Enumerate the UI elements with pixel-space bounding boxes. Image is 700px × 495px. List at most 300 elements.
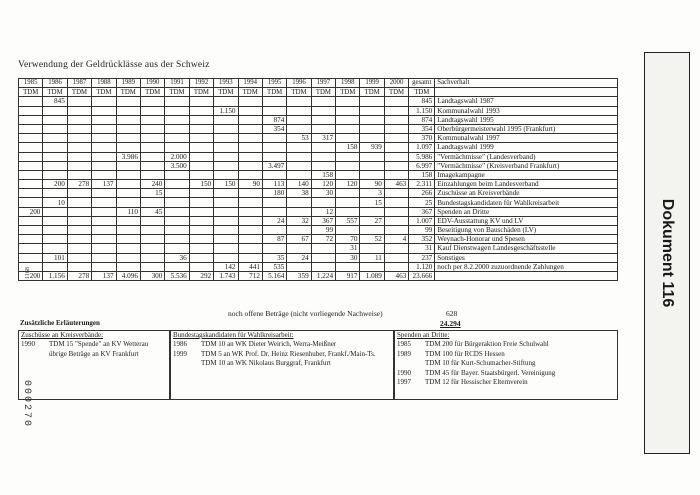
table-cell [140,198,164,207]
table-cell: 917 [336,271,360,280]
note-line [19,350,169,359]
table-cell [336,152,360,161]
table-cell [336,226,360,235]
table-cell [140,253,164,262]
table-cell [287,226,311,235]
table-cell: 1.743 [214,271,238,280]
table-cell: 6.997 [409,161,435,170]
box-kreisverbaende [18,330,170,400]
table-cell [189,143,213,152]
table-cell [189,106,213,115]
table-cell: 99 [311,226,335,235]
table-cell [67,244,91,253]
note-line [171,340,393,349]
table-row [19,134,618,143]
table-cell [165,143,189,152]
note-year: 1999 [173,349,187,358]
unit-header-0: TDM [19,88,43,97]
table-cell [92,161,116,170]
table-cell [140,235,164,244]
table-cell [165,124,189,133]
table-cell: 53 [287,134,311,143]
table-cell: 158 [311,170,335,179]
table-cell [262,134,286,143]
table-cell [336,134,360,143]
table-cell [384,207,408,216]
table-cell [311,97,335,106]
table-cell: 120 [311,180,335,189]
note-line [395,350,617,359]
table-cell [336,161,360,170]
table-cell [19,106,43,115]
table-cell [165,198,189,207]
table-cell [116,115,140,124]
note-text: TDM 5 an WK Prof. Dr. Heinz Riesenhuber, Frankf./Main-Ts. [201,349,376,358]
table-cell [92,115,116,124]
table-cell [262,143,286,152]
table-cell [311,244,335,253]
row-label: Kauf Dienstwagen Landesgeschäftsstelle [435,244,618,253]
table-cell [116,189,140,198]
year-header-7: 1992 [189,79,213,88]
table-cell [238,207,262,216]
table-cell: 38 [287,189,311,198]
table-cell: 367 [311,216,335,225]
table-row [19,198,618,207]
table-cell [116,161,140,170]
table-cell [140,262,164,271]
table-cell [287,207,311,216]
note-line [395,378,617,387]
table-cell [140,143,164,152]
table-cell [262,152,286,161]
table-cell: 87 [262,235,286,244]
table-cell [262,170,286,179]
table-cell [165,235,189,244]
table-cell [189,134,213,143]
box-spenden-dritte-heading: Spenden an Dritte: [397,331,450,339]
table-cell [165,97,189,106]
table-cell: 25 [409,198,435,207]
row-label: Weynach-Honorar und Spesen [435,235,618,244]
year-header-14: 1999 [360,79,384,88]
table-cell [214,134,238,143]
year-header-4: 1989 [116,79,140,88]
unit-header-4: TDM [116,88,140,97]
table-row [19,115,618,124]
table-cell [311,152,335,161]
table-cell [165,226,189,235]
table-row [19,226,618,235]
table-cell [238,143,262,152]
table-cell [238,97,262,106]
table-cell: 5.164 [262,271,286,280]
table-cell: 158 [409,170,435,179]
year-header-13: 1998 [336,79,360,88]
table-cell [360,152,384,161]
table-row [19,97,618,106]
row-label [435,271,618,280]
year-header-11: 1996 [287,79,311,88]
table-cell [336,262,360,271]
table-cell [189,207,213,216]
table-row [19,170,618,179]
table-cell [360,106,384,115]
row-label: Imagekampagne [435,170,618,179]
table-cell [19,124,43,133]
year-header-6: 1991 [165,79,189,88]
table-cell: 113 [262,180,286,189]
note-line [171,359,393,368]
table-cell [140,216,164,225]
table-cell: 2.000 [165,152,189,161]
unit-header-16: TDM [409,88,435,97]
table-cell [238,170,262,179]
table-cell [92,106,116,115]
table-cell: 845 [409,97,435,106]
table-cell [262,97,286,106]
table-cell: 1.007 [409,216,435,225]
table-cell [92,235,116,244]
table-cell [287,106,311,115]
table-cell [67,152,91,161]
table-cell [43,143,67,152]
table-cell [92,262,116,271]
table-cell [116,143,140,152]
sachverhalt-header-blank [435,88,618,97]
table-cell [384,115,408,124]
table-cell [189,161,213,170]
table-cell [238,235,262,244]
table-cell [360,262,384,271]
table-cell: 939 [360,143,384,152]
unit-header-8: TDM [214,88,238,97]
table-cell [140,124,164,133]
side-label-text: Dokument 116 [659,198,676,308]
table-cell: 3.986 [116,152,140,161]
table-cell [43,124,67,133]
table-cell [67,216,91,225]
table-cell [287,262,311,271]
table-cell: 142 [214,262,238,271]
open-amounts-note: noch offene Beträge (nicht vorliegende Nachweise) [228,309,383,318]
table-cell: 352 [409,235,435,244]
table-cell [92,124,116,133]
year-header-5: 1990 [140,79,164,88]
table-cell [360,207,384,216]
table-cell: 110 [116,207,140,216]
table-cell [140,161,164,170]
table-cell [384,253,408,262]
table-cell [67,134,91,143]
table-cell [92,170,116,179]
table-cell: 45 [140,207,164,216]
table-cell [336,198,360,207]
archive-stamp: 000270 [21,380,32,429]
table-cell [92,216,116,225]
table-cell [238,161,262,170]
table-cell [165,207,189,216]
table-cell: 370 [409,134,435,143]
table-cell: 200 [43,180,67,189]
table-cell [67,106,91,115]
table-cell [311,161,335,170]
table-cell [116,244,140,253]
table-cell: 266 [409,189,435,198]
table-cell [189,124,213,133]
table-cell [116,198,140,207]
table-cell [116,170,140,179]
table-cell [360,226,384,235]
table-cell [140,170,164,179]
table-row [19,271,618,280]
table-cell [43,216,67,225]
unit-header-10: TDM [262,88,286,97]
table-cell [238,134,262,143]
table-cell [19,198,43,207]
table-cell [116,97,140,106]
table-cell [67,115,91,124]
table-cell [19,226,43,235]
table-cell [165,189,189,198]
table-cell [384,262,408,271]
unit-header-6: TDM [165,88,189,97]
table-cell [189,253,213,262]
table-cell [214,170,238,179]
table-cell [214,244,238,253]
table-cell: 463 [384,180,408,189]
table-cell [67,170,91,179]
table-cell [67,143,91,152]
table-cell [311,253,335,262]
note-line [395,369,617,378]
table-cell [336,97,360,106]
table-cell [165,180,189,189]
table-cell [165,106,189,115]
note-text: TDM 10 an WK Nikolaus Burggraf, Frankfurt [201,359,331,368]
year-header-0: 1985 [19,79,43,88]
table-row [19,253,618,262]
row-label: Beseitigung von Bauschäden (LV) [435,226,618,235]
table-cell [238,152,262,161]
table-cell [140,115,164,124]
table-cell [360,170,384,179]
table-cell [116,124,140,133]
table-cell [214,253,238,262]
note-line [395,359,617,368]
table-cell [67,198,91,207]
table-cell: 200 [19,207,43,216]
table-cell: 278 [67,180,91,189]
table-cell: 441 [238,262,262,271]
unit-header-7: TDM [189,88,213,97]
table-cell: 31 [409,244,435,253]
table-cell [384,216,408,225]
table-cell [214,124,238,133]
note-year: 1997 [397,378,411,387]
table-cell [384,106,408,115]
row-label: Einzahlungen beim Landesverband [435,180,618,189]
table-cell: 240 [140,180,164,189]
table-row [19,143,618,152]
table-cell [360,124,384,133]
row-label: Kommunalwahl 1993 [435,106,618,115]
row-label: Landtagswahl 1999 [435,143,618,152]
table-cell [214,216,238,225]
table-cell [360,134,384,143]
table-cell [384,152,408,161]
table-cell [43,115,67,124]
table-cell [67,207,91,216]
table-cell: 150 [189,180,213,189]
table-cell [43,244,67,253]
expenditure-table [18,78,618,281]
table-cell [92,198,116,207]
year-header-16: gesamt [409,79,435,88]
table-cell: 1.089 [360,271,384,280]
table-cell: 137 [92,271,116,280]
unit-header-2: TDM [67,88,91,97]
table-cell [311,124,335,133]
table-cell [19,216,43,225]
row-label: Sonstiges [435,253,618,262]
table-cell [140,226,164,235]
table-cell [19,189,43,198]
table-cell: 3 [360,189,384,198]
year-header-12: 1997 [311,79,335,88]
table-cell [19,235,43,244]
table-row [19,124,618,133]
table-cell: 90 [360,180,384,189]
year-header-15: 2000 [384,79,408,88]
table-row [19,235,618,244]
unit-header-14: TDM [360,88,384,97]
unit-header-1: TDM [43,88,67,97]
table-cell [238,124,262,133]
table-cell [262,106,286,115]
table-cell [19,161,43,170]
table-cell [43,189,67,198]
margin-mark: 1168 [24,267,31,279]
table-cell [43,152,67,161]
table-cell: 24 [287,253,311,262]
table-cell: 158 [336,143,360,152]
table-cell [67,235,91,244]
unit-header-5: TDM [140,88,164,97]
table-cell [43,226,67,235]
table-cell: 99 [409,226,435,235]
table-cell [360,97,384,106]
table-cell [67,161,91,170]
table-cell: 3.497 [262,161,286,170]
table-cell [140,152,164,161]
row-label: Oberbürgermeisterwahl 1995 (Frankfurt) [435,124,618,133]
year-header-10: 1995 [262,79,286,88]
table-cell: 5.536 [165,271,189,280]
table-cell: 30 [311,189,335,198]
table-cell [165,244,189,253]
table-cell [214,161,238,170]
table-cell [189,262,213,271]
table-cell [116,262,140,271]
table-cell: 200 [19,271,43,280]
row-label: "Vermächtnisse" (Kreisverband Frankfurt) [435,161,618,170]
table-cell: 72 [311,235,335,244]
table-cell [92,189,116,198]
table-row [19,189,618,198]
table-cell [214,152,238,161]
table-cell [19,97,43,106]
note-line [171,350,393,359]
table-cell [336,124,360,133]
unit-header-13: TDM [336,88,360,97]
table-cell [92,207,116,216]
table-cell: 23.666 [409,271,435,280]
table-cell: 30 [336,253,360,262]
table-cell [262,244,286,253]
row-label: EDV-Ausstattung KV und LV [435,216,618,225]
table-cell [384,124,408,133]
table-cell [311,143,335,152]
table-cell: 845 [43,97,67,106]
table-cell [92,253,116,262]
table-cell [116,226,140,235]
table-cell [311,115,335,124]
box-bundestagskandidaten-heading: Bundestagskandidaten für Wahlkreisarbeit: [173,331,294,339]
note-year: 1990 [397,368,411,377]
row-label: Kommunalwahl 1997 [435,134,618,143]
table-cell [19,180,43,189]
note-text: TDM 200 für Bürgeraktion Freie Schulwahl [425,340,549,349]
table-cell [116,253,140,262]
table-cell [311,262,335,271]
table-cell [189,97,213,106]
row-label: Zuschüsse an Kreisverbände [435,189,618,198]
table-cell: 67 [287,235,311,244]
note-text: TDM 45 für Bayer. Staatsbürgerl. Vereinigung [425,368,556,377]
table-cell [214,143,238,152]
table-cell: 32 [287,216,311,225]
note-text: TDM 12 für Hessischer Elternverein [425,378,528,387]
table-cell [19,134,43,143]
table-cell [67,97,91,106]
table-cell: 300 [140,271,164,280]
table-cell [360,115,384,124]
unit-header-15: TDM [384,88,408,97]
table-cell [43,235,67,244]
table-cell: 12 [311,207,335,216]
table-cell: 101 [43,253,67,262]
table-cell: 180 [262,189,286,198]
table-cell: 278 [67,271,91,280]
table-cell [336,106,360,115]
table-cell [336,170,360,179]
table-cell [384,170,408,179]
table-cell [384,161,408,170]
table-cell [165,115,189,124]
table-cell [19,143,43,152]
table-cell: 120 [336,180,360,189]
table-cell [384,143,408,152]
table-cell [19,253,43,262]
box-bundestagskandidaten [170,330,394,400]
table-cell [336,207,360,216]
table-cell: 874 [409,115,435,124]
table-cell: 4 [384,235,408,244]
table-cell: 137 [92,180,116,189]
box-kreisverbaende-heading: Zuschüsse an Kreisverbände: [21,331,104,339]
table-cell [43,106,67,115]
